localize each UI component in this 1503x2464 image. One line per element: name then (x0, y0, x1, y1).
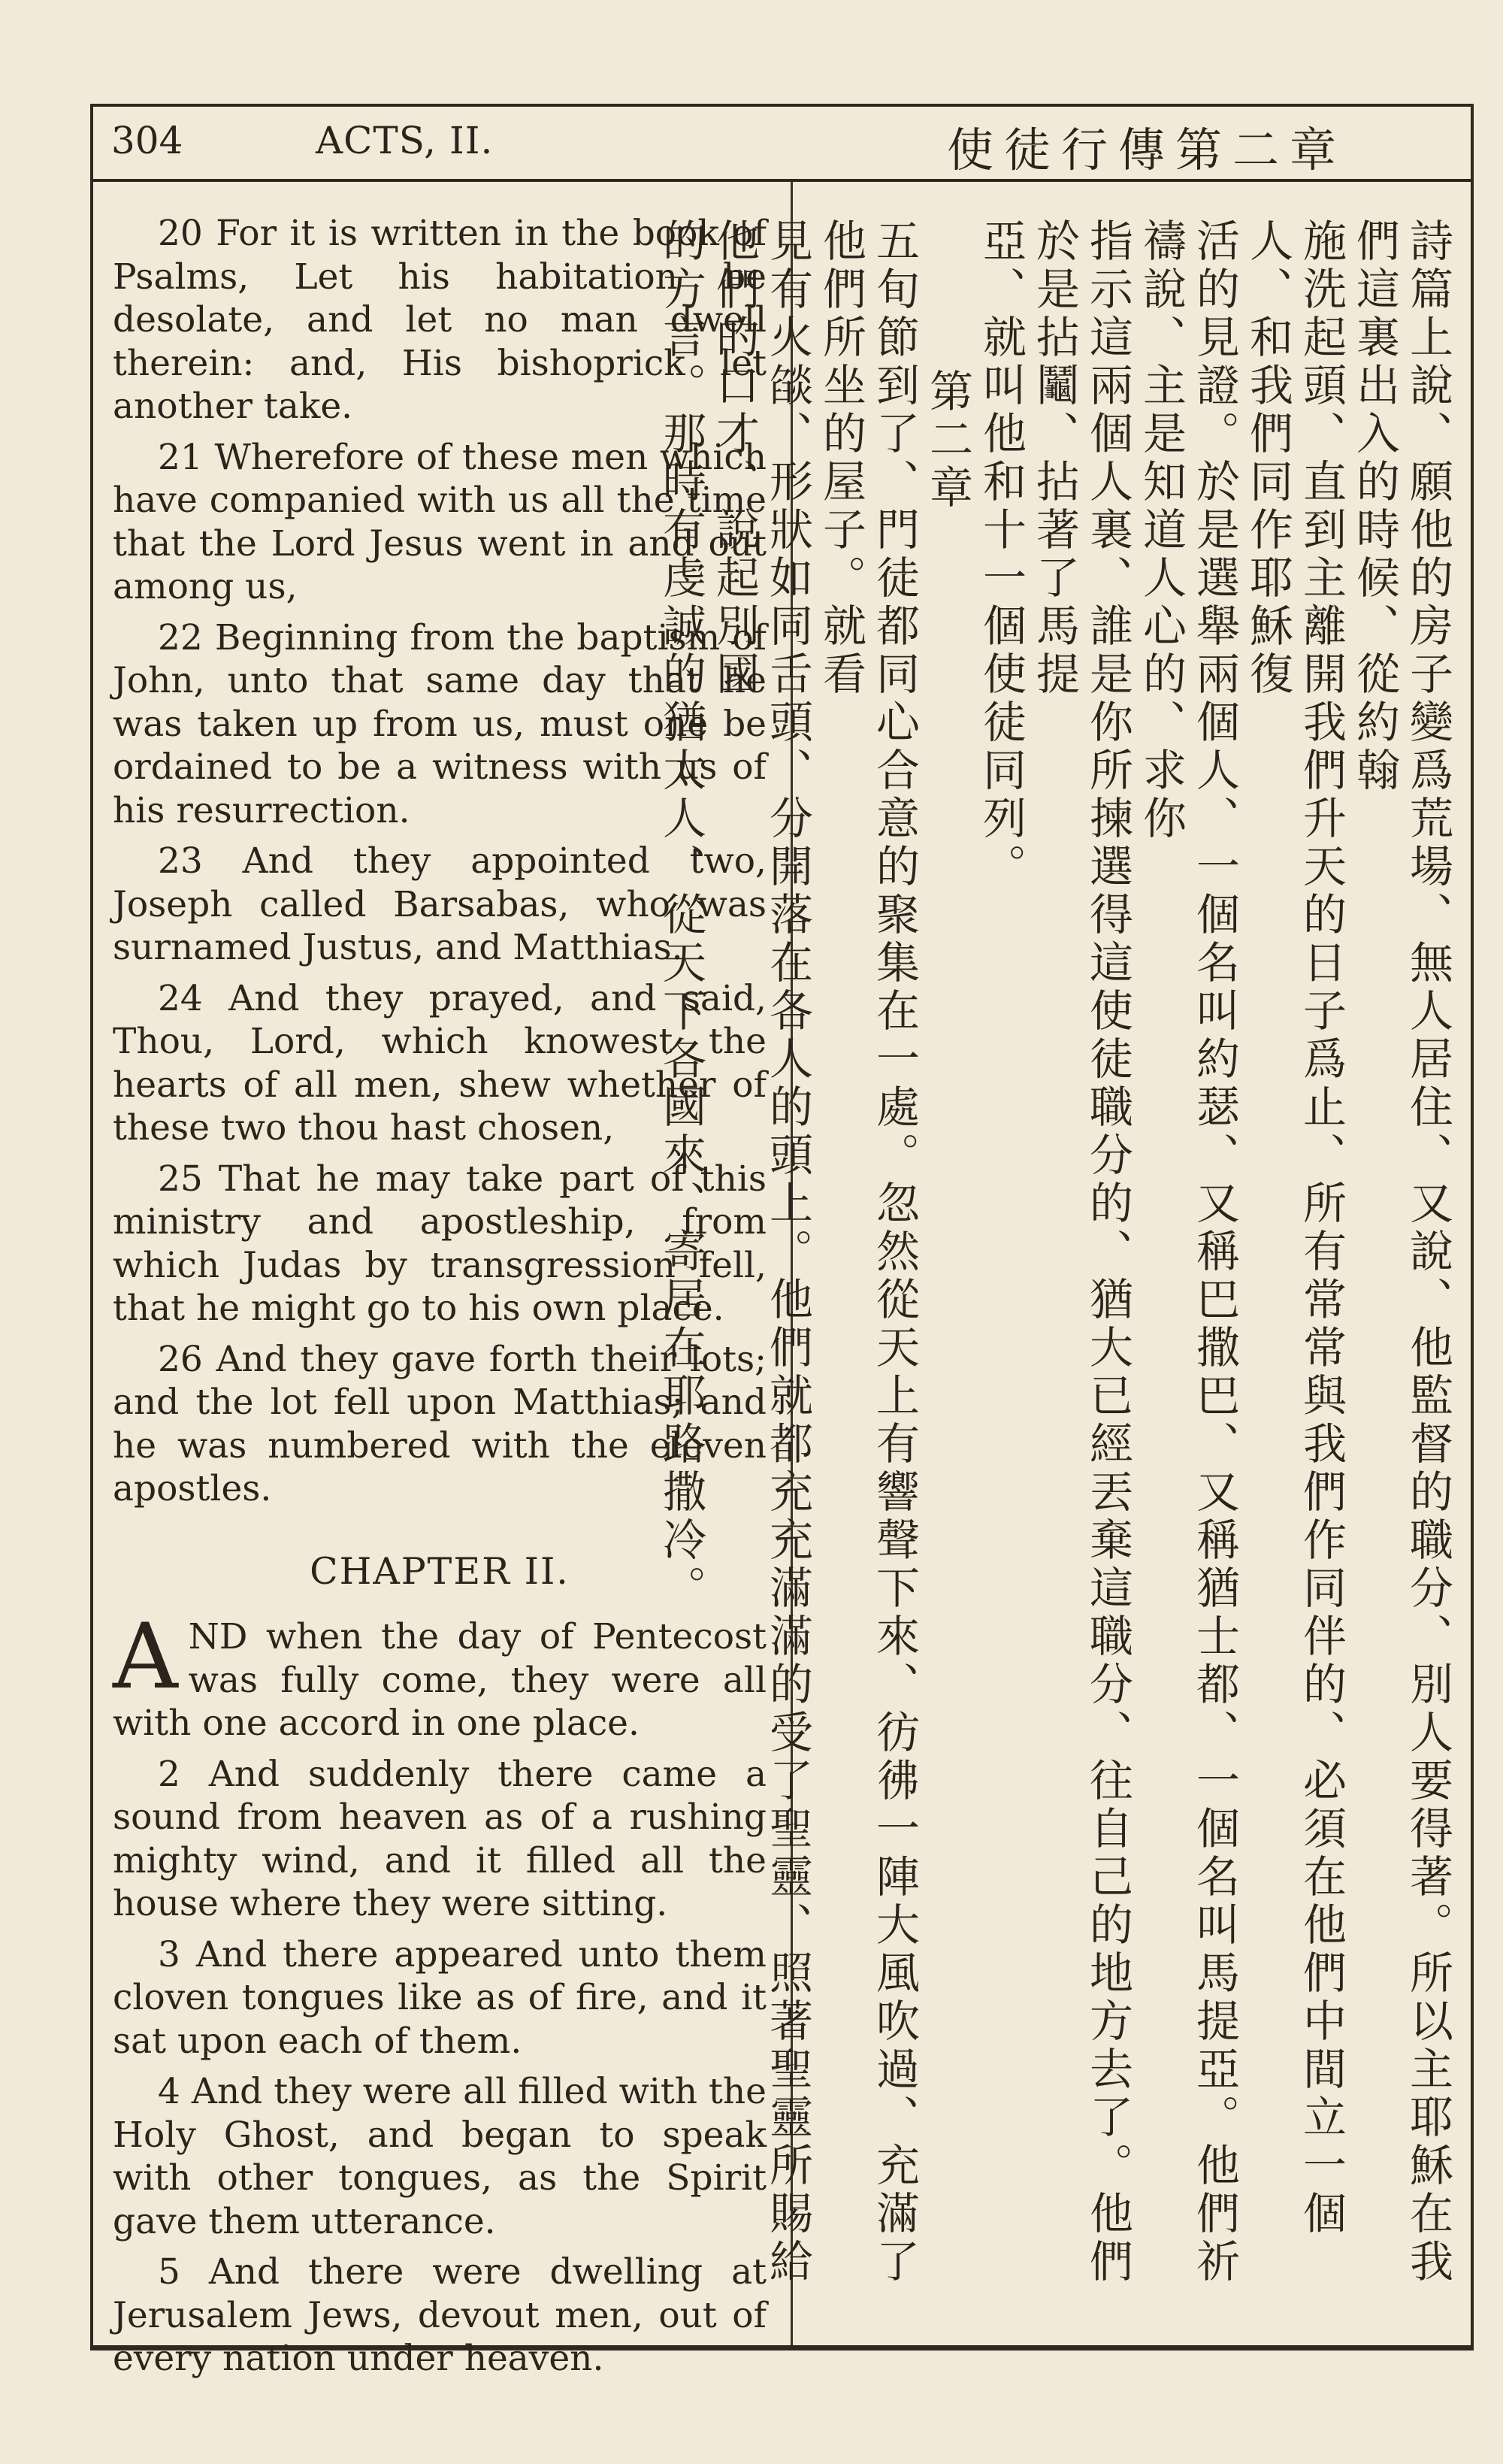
verse-23: 23 And they appointed two, Joseph called Barsabas, who was surnamed Justus, and Matthias. (113, 840, 767, 968)
chinese-col-5: 亞、就叫他和十一個使徒同列。 (975, 218, 1027, 891)
chinese-title: 使徒行傳第二章 (947, 123, 1347, 177)
verse-20: 20 For it is written in the book of Psalms, Let his habitation be desolate, and let no man dwell therein: and, His bishoprick let another take. (113, 213, 767, 427)
verse-24: 24 And they prayed, and said, Thou, Lord, which knowest the hearts of all men, shew whether of these two thou hast chosen, (113, 977, 767, 1149)
chapter-2-verse-3: 3 And there appeared unto them cloven tongues like as of fire, and it sat upon each of them. (113, 1933, 767, 2062)
chinese-col-2: 施洗起頭、直到主離開我們升天的日子爲止、所有常常與我們作同伴的、必須在他們中間立一個人、和我們同作耶穌復 (1242, 218, 1347, 2238)
verse-22: 22 Beginning from the baptism of John, unto that same day that he was taken up from us, must one be ordained to be a witness with us of his resurrection. (113, 616, 767, 831)
chinese-col-8: 的方言。那時有虔誠的猶太人、從天下各國來、寄居在耶路撒冷。 (655, 218, 706, 1613)
verse-21: 21 Wherefore of these men which have companied with us all the time that the Lord Jesus went in and out among us, (113, 436, 767, 607)
chinese-col-4: 指示這兩個人裏、誰是你所揀選得這使徒職分的、猶大已經丟棄這職分、往自己的地方去了。他們於是拈鬮、拈著了馬提 (1029, 218, 1133, 2287)
chapter-2-verse-5: 5 And there were dwelling at Jerusalem Jews, devout men, out of every nation under heaven. (113, 2251, 767, 2379)
chapter-2-verse-2: 2 And suddenly there came a sound from heaven as of a rushing mighty wind, and it filled all the house where they were sitting. (113, 1753, 767, 1924)
chinese-column (655, 218, 1454, 2330)
verse-26: 26 And they gave forth their lots; and the lot fell upon Matthias; and he was numbered with the eleven apostles. (113, 1338, 767, 1509)
verse-25: 25 That he may take part of this ministry and apostleship, from which Judas by transgression fell, that he might go to his own place. (113, 1158, 767, 1329)
chinese-col-1: 詩篇上說、願他的房子變爲荒場、無人居住、又說、他監督的職分、別人要得著。所以主耶穌在我們這裏出入的時候、從約翰 (1349, 218, 1453, 2287)
page-number: 304 (111, 119, 183, 162)
chapter-2-verse-4: 4 And they were all filled with the Holy Ghost, and began to speak with other tongues, as the Spirit gave them utterance. (113, 2071, 767, 2242)
chapter-heading: CHAPTER II. (310, 1549, 570, 1593)
chinese-col-7: 見有火燄、形狀如同舌頭、分開落在各人的頭上。他們就都充充滿滿的受了聖靈、照著聖靈所賜給他們的口才、說起別國 (709, 218, 813, 2287)
drop-cap: A (113, 1605, 178, 1709)
chinese-chapter-heading: 第二章 (922, 368, 973, 513)
chinese-col-6: 五旬節到了、門徒都同心合意的聚集在一處。忽然從天上有響聲下來、彷彿一陣大風吹過、充滿了他們所坐的屋子。就看 (815, 218, 920, 2287)
running-head: ACTS, II. (316, 119, 494, 162)
chapter-2-verse-1-text: ND when the day of Pentecost was fully come, they were all with one accord in one place. (113, 1616, 767, 1744)
chinese-col-3: 活的見證。於是選舉兩個人、一個名叫約瑟、又稱巴撒巴、又稱猶士都、一個名叫馬提亞。他們祈禱說、主是知道人心的、求你 (1136, 218, 1240, 2287)
